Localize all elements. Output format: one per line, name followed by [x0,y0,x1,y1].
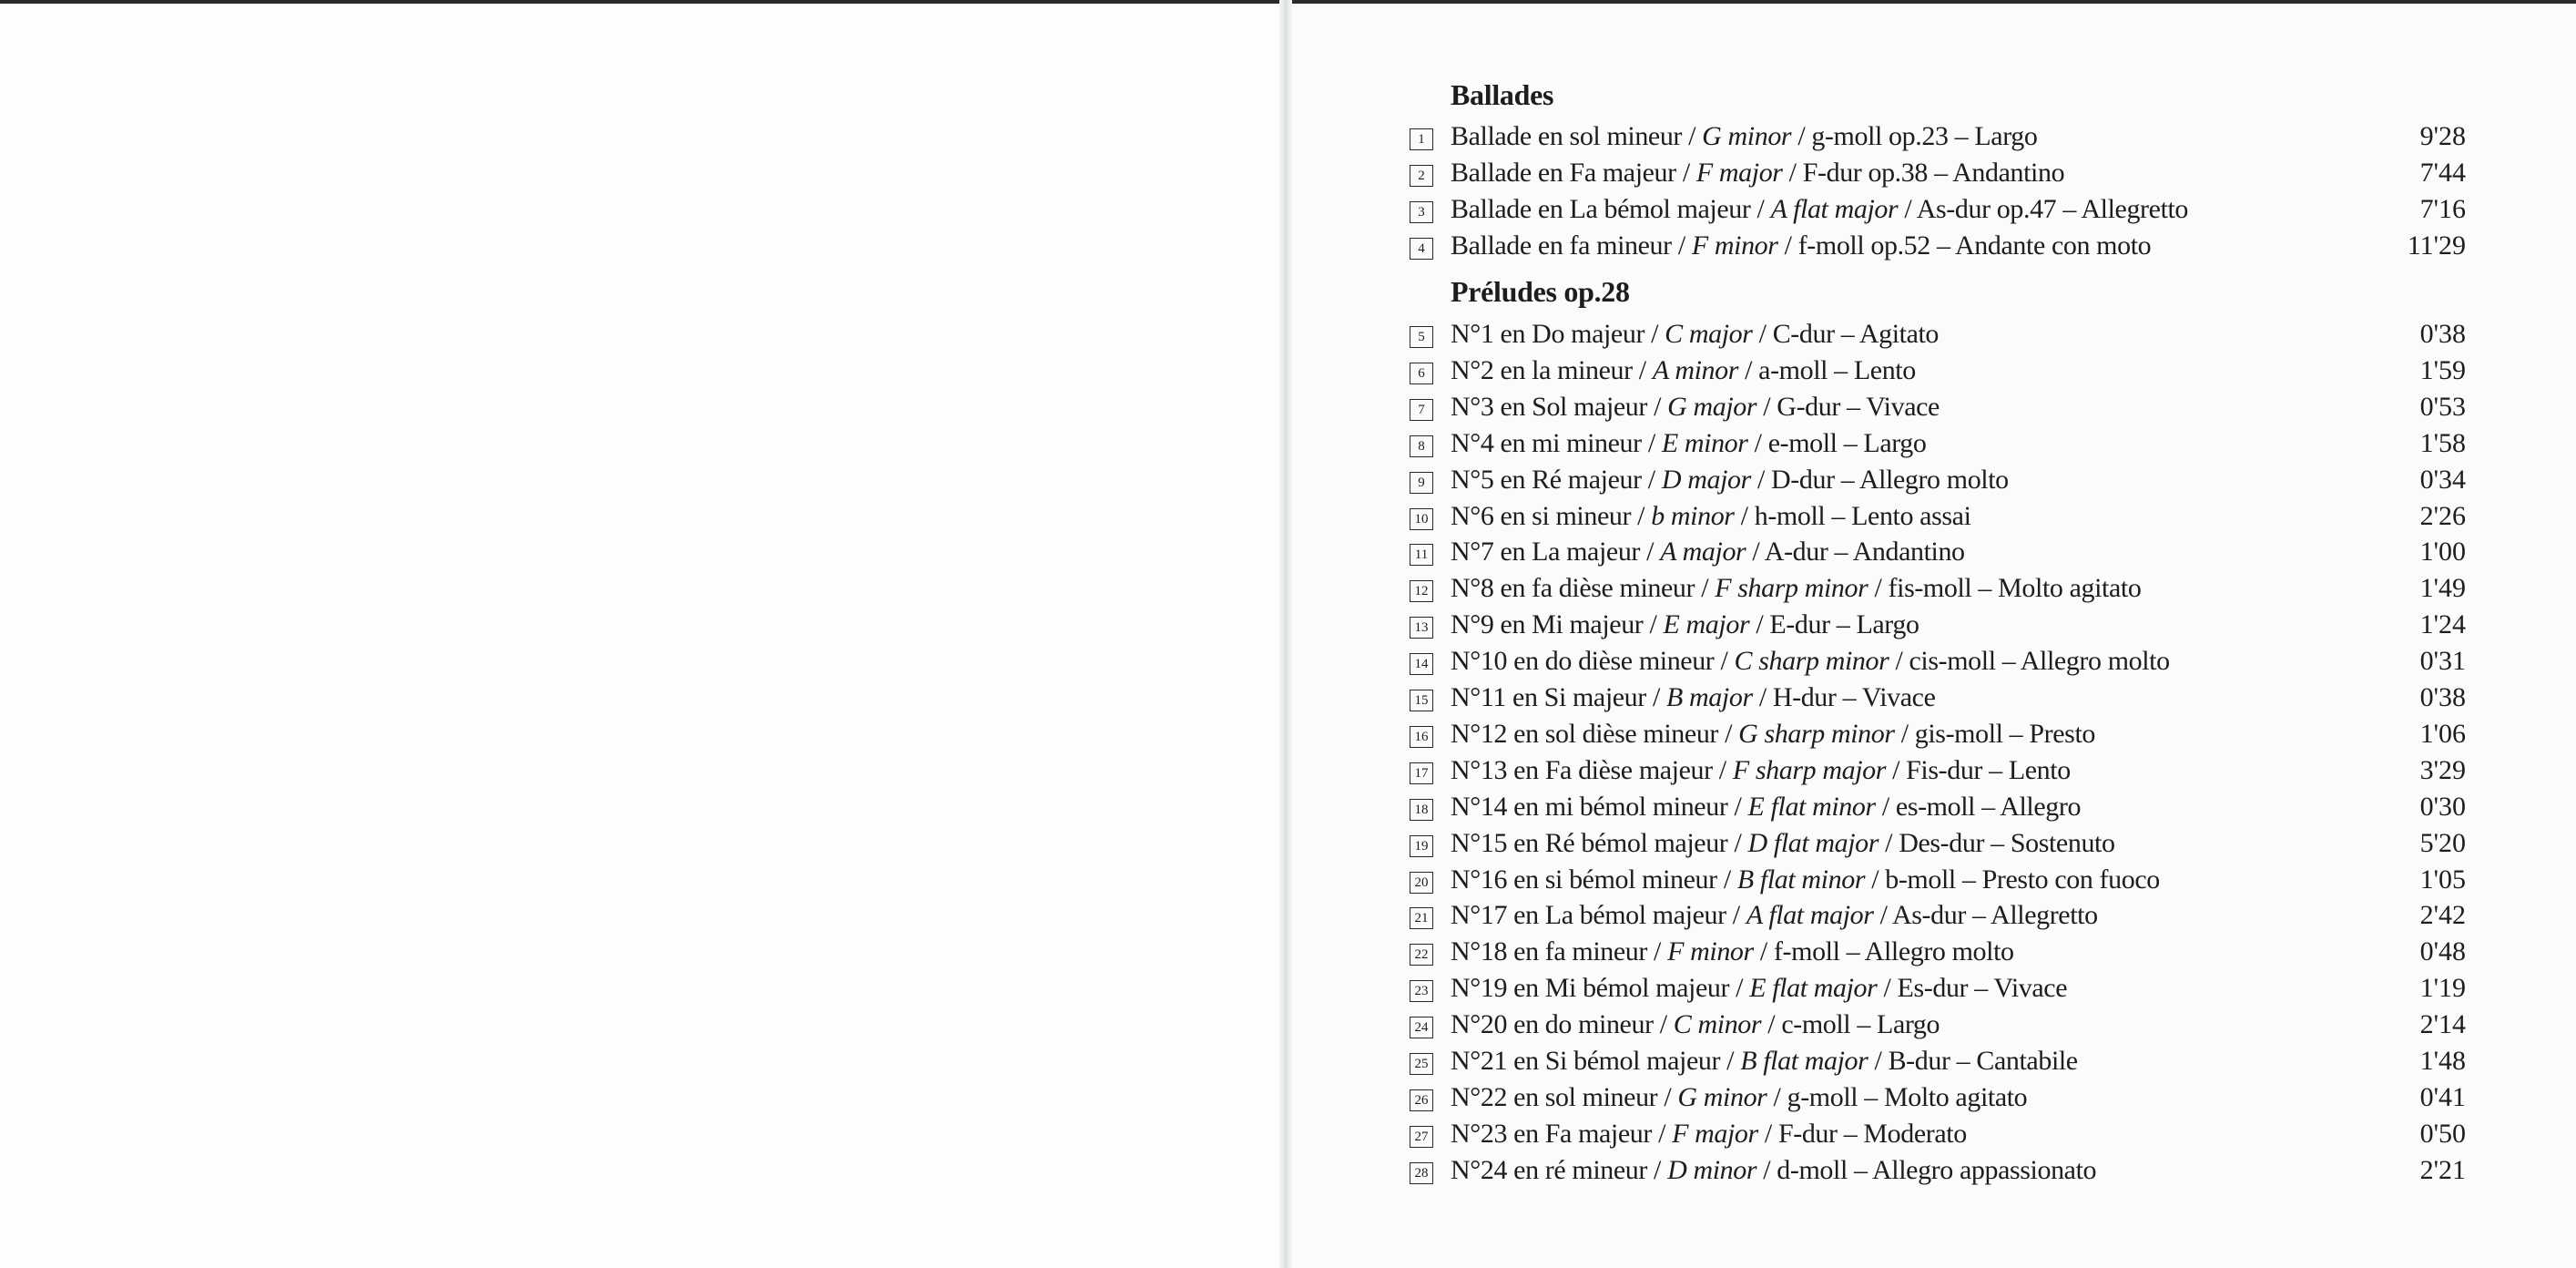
track-duration: 0'48 [2419,936,2466,967]
track-title-de: / C-dur – Agitato [1752,319,1940,349]
track-duration: 1'05 [2419,864,2466,895]
track-title-fr: N°3 en Sol majeur / [1451,391,1668,422]
track-title-de: / e-moll – Largo [1747,427,1927,458]
track-row [1410,462,2466,498]
track-title [1451,316,1939,353]
track-title [1451,353,1916,389]
track-duration: 0'38 [2419,319,2466,349]
track-title [1451,462,2009,498]
track-title-de: / a-moll – Lento [1738,354,1916,385]
track-title-fr: N°14 en mi bémol mineur / [1451,791,1748,822]
track-row [1410,970,2466,1007]
track-title-fr: N°24 en ré mineur / [1451,1154,1668,1185]
track-duration: 1'58 [2419,427,2466,458]
page-fold [1279,0,1292,1268]
track-duration: 0'30 [2419,791,2466,822]
track-row [1410,897,2466,934]
track-title-de: / gis-moll – Presto [1894,718,2095,749]
track-title-fr: N°17 en La bémol majeur / [1451,900,1746,931]
track-number-box: 12 [1410,580,1433,602]
track-key-english: B major [1666,682,1753,712]
track-title-fr: N°5 en Ré majeur / [1451,464,1662,495]
track-key-english: A major [1660,537,1746,568]
track-title-fr: N°20 en do mineur / [1451,1009,1674,1040]
track-title [1451,789,2081,825]
track-row [1410,1116,2466,1152]
track-title-fr: N°21 en Si bémol majeur / [1451,1046,1741,1076]
track-row [1410,498,2466,535]
track-title [1451,680,1936,716]
track-title [1451,752,2071,789]
track-row [1410,570,2466,607]
track-duration: 2'42 [2419,900,2466,931]
track-key-english: G sharp minor [1738,718,1895,749]
track-key-english: F minor [1691,230,1778,261]
track-number-box: 14 [1410,653,1433,675]
track-number-box: 10 [1410,508,1433,530]
track-duration: 0'50 [2419,1118,2466,1149]
track-title-de: / As-dur op.47 – Allegretto [1898,193,2189,224]
track-number-box: 2 [1410,165,1433,187]
track-title [1451,1152,2096,1189]
track-key-english: A minor [1652,354,1739,385]
track-title-fr: N°4 en mi mineur / [1451,427,1662,458]
track-duration: 3'29 [2419,754,2466,785]
track-title-fr: Ballade en fa mineur / [1451,230,1692,261]
track-title [1451,534,1965,570]
track-row [1410,118,2466,155]
track-key-english: F sharp minor [1715,573,1868,604]
track-key-english: A flat major [1770,193,1899,224]
track-title-fr: Ballade en Fa majeur / [1451,157,1696,188]
track-title [1451,1116,1967,1152]
track-key-english: b minor [1651,500,1735,531]
track-title-de: / F-dur – Moderato [1757,1118,1967,1149]
track-title-fr: N°11 en Si majeur / [1451,682,1667,712]
track-row [1410,155,2466,191]
track-title-fr: N°19 en Mi bémol majeur / [1451,973,1750,1004]
track-title-fr: N°12 en sol dièse mineur / [1451,718,1739,749]
track-title [1451,425,1927,462]
track-number-box: 6 [1410,363,1433,384]
track-number-box: 18 [1410,799,1433,821]
track-title-de: / g-moll – Molto agitato [1767,1081,2028,1112]
track-number-box: 16 [1410,726,1433,748]
track-duration: 0'38 [2419,682,2466,712]
track-key-english: F minor [1667,936,1754,967]
track-number-box: 8 [1410,435,1433,457]
track-row [1410,316,2466,353]
track-title [1451,1043,2078,1079]
track-title [1451,1079,2027,1116]
track-title-de: / As-dur – Allegretto [1873,900,2098,931]
track-row [1410,191,2466,228]
track-row [1410,389,2466,425]
track-number-box: 3 [1410,201,1433,223]
track-title-fr: N°23 en Fa majeur / [1451,1118,1673,1149]
track-title [1451,570,2141,607]
track-duration: 2'26 [2419,500,2466,531]
track-title [1451,862,2160,898]
track-duration: 1'00 [2419,537,2466,568]
track-number-box: 25 [1410,1053,1433,1075]
track-title-de: / cis-moll – Allegro molto [1889,646,2170,677]
track-title [1451,934,2014,970]
track-title [1451,155,2064,191]
track-key-english: G minor [1677,1081,1767,1112]
track-key-english: E minor [1661,427,1748,458]
track-title-fr: N°1 en Do majeur / [1451,319,1665,349]
section-heading: Ballades [1451,78,1554,111]
track-title-fr: N°22 en sol mineur / [1451,1081,1678,1112]
track-key-english: E major [1663,609,1750,640]
track-row [1410,716,2466,752]
track-title-fr: N°18 en fa mineur / [1451,936,1668,967]
track-duration: 1'06 [2419,718,2466,749]
track-number-box: 22 [1410,944,1433,966]
track-title-de: / H-dur – Vivace [1752,682,1936,712]
track-row [1410,789,2466,825]
track-key-english: D major [1661,464,1751,495]
track-number-box: 28 [1410,1162,1433,1184]
track-title-fr: N°10 en do dièse mineur / [1451,646,1735,677]
track-row [1410,825,2466,862]
track-key-english: D flat major [1747,827,1879,858]
track-row [1410,1152,2466,1189]
track-duration: 11'29 [2407,230,2466,261]
track-duration: 7'44 [2419,157,2466,188]
track-title [1451,191,2188,228]
track-key-english: B flat minor [1736,864,1866,895]
track-key-english: A flat major [1746,900,1874,931]
track-duration: 1'59 [2419,354,2466,385]
track-row [1410,643,2466,680]
track-row [1410,680,2466,716]
track-title-de: / F-dur op.38 – Andantino [1782,157,2065,188]
track-title-de: / Des-dur – Sostenuto [1879,827,2115,858]
track-number-box: 9 [1410,472,1433,494]
track-number-box: 15 [1410,690,1433,711]
track-title-de: / B-dur – Cantabile [1868,1046,2078,1076]
track-title-de: / Es-dur – Vivace [1877,973,2068,1004]
section-heading: Préludes op.28 [1451,275,1630,308]
track-duration: 0'31 [2419,646,2466,677]
track-row [1410,228,2466,264]
track-key-english: B flat major [1740,1046,1868,1076]
track-title-fr: N°9 en Mi majeur / [1451,609,1664,640]
track-row [1410,1079,2466,1116]
track-title-de: / b-moll – Presto con fuoco [1865,864,2160,895]
track-duration: 1'49 [2419,573,2466,604]
track-duration: 1'19 [2419,973,2466,1004]
track-title-fr: N°13 en Fa dièse majeur / [1451,754,1733,785]
track-title-de: / fis-moll – Molto agitato [1868,573,2142,604]
track-title-de: / g-moll op.23 – Largo [1791,121,2038,151]
track-duration: 1'24 [2419,609,2466,640]
track-number-box: 17 [1410,762,1433,784]
track-number-box: 24 [1410,1017,1433,1038]
track-key-english: C minor [1673,1009,1762,1040]
track-duration: 0'34 [2419,464,2466,495]
track-number-box: 20 [1410,872,1433,894]
track-title-de: / f-moll op.52 – Andante con moto [1777,230,2152,261]
track-key-english: D minor [1667,1154,1757,1185]
track-title-de: / h-moll – Lento assai [1734,500,1971,531]
track-key-english: G major [1667,391,1757,422]
track-number-box: 7 [1410,399,1433,421]
track-title [1451,389,1940,425]
track-title [1451,228,2151,264]
track-title-fr: N°7 en La majeur / [1451,537,1661,568]
track-title-fr: N°8 en fa dièse mineur / [1451,573,1716,604]
track-title-de: / f-moll – Allegro molto [1753,936,2014,967]
track-title-de: / A-dur – Andantino [1746,537,1965,568]
track-duration: 0'53 [2419,391,2466,422]
track-number-box: 1 [1410,128,1433,150]
track-title [1451,1007,1940,1043]
track-duration: 0'41 [2419,1081,2466,1112]
track-number-box: 23 [1410,980,1433,1002]
track-title-de: / es-moll – Allegro [1875,791,2082,822]
track-title [1451,716,2095,752]
track-number-box: 21 [1410,907,1433,929]
track-number-box: 4 [1410,238,1433,260]
track-number-box: 11 [1410,544,1433,566]
track-key-english: F sharp major [1732,754,1887,785]
track-title [1451,970,2067,1007]
track-row [1410,752,2466,789]
track-title [1451,897,2098,934]
track-title-de: / Fis-dur – Lento [1886,754,2071,785]
track-key-english: C sharp minor [1734,646,1889,677]
track-duration: 9'28 [2419,121,2466,151]
track-key-english: F major [1695,157,1783,188]
track-title-fr: Ballade en La bémol majeur / [1451,193,1771,224]
track-title-de: / G-dur – Vivace [1756,391,1940,422]
track-row [1410,934,2466,970]
track-duration: 2'14 [2419,1009,2466,1040]
track-title-de: / d-moll – Allegro appassionato [1756,1154,2097,1185]
track-duration: 1'48 [2419,1046,2466,1076]
track-row [1410,1043,2466,1079]
track-title [1451,498,1971,535]
track-row [1410,425,2466,462]
track-row [1410,534,2466,570]
track-row [1410,353,2466,389]
track-title-de: / E-dur – Largo [1749,609,1919,640]
track-title [1451,825,2115,862]
track-duration: 2'21 [2419,1154,2466,1185]
track-key-english: E flat major [1749,973,1878,1004]
left-page-blank [0,4,1279,1268]
track-duration: 5'20 [2419,827,2466,858]
track-key-english: F major [1672,1118,1758,1149]
track-row [1410,1007,2466,1043]
track-number-box: 13 [1410,617,1433,639]
track-title-fr: N°2 en la mineur / [1451,354,1653,385]
track-row [1410,862,2466,898]
track-title-fr: N°15 en Ré bémol majeur / [1451,827,1748,858]
track-title-de: / D-dur – Allegro molto [1750,464,2009,495]
track-number-box: 5 [1410,326,1433,348]
track-number-box: 19 [1410,835,1433,857]
track-key-english: C major [1665,319,1753,349]
track-number-box: 26 [1410,1089,1433,1111]
track-title-fr: Ballade en sol mineur / [1451,121,1703,151]
track-duration: 7'16 [2419,193,2466,224]
track-row [1410,607,2466,643]
track-title-de: / c-moll – Largo [1761,1009,1940,1040]
track-title-fr: N°6 en si mineur / [1451,500,1652,531]
track-title [1451,118,2037,155]
track-title [1451,643,2170,680]
track-title [1451,607,1919,643]
track-key-english: G minor [1702,121,1792,151]
track-number-box: 27 [1410,1126,1433,1148]
track-title-fr: N°16 en si bémol mineur / [1451,864,1737,895]
track-key-english: E flat minor [1747,791,1876,822]
